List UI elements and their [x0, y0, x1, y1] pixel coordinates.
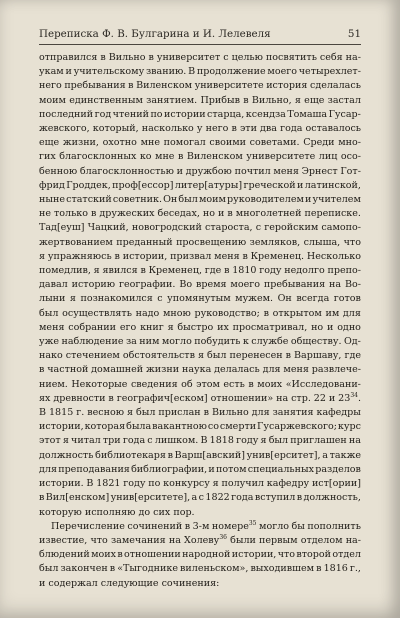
- text-line: жевского, который, насколько у него в эти два года оставалось: [39, 123, 361, 135]
- body-text: [39, 51, 361, 591]
- text-line: истории, которая была вакантною со смерти Гусаржевского; курс: [39, 421, 361, 433]
- footnote-ref: 35: [248, 519, 257, 527]
- text-line: гих благосклонных ко мне в Виленском университете лиц осо-: [39, 151, 361, 163]
- text-line: известие, что замечания на Холеву$^{36}$ были первым отделом на-: [39, 533, 361, 546]
- text-line: в Вил[енском] унив[ерситете], а с 1822 года вступил в должность,: [39, 492, 361, 504]
- footnote-ref: 34: [350, 391, 358, 399]
- text-line: которую исполняю до сих пор.: [39, 506, 195, 518]
- footnote-ref: 36: [219, 533, 227, 541]
- text-line: Тад[еуш] Чацкий, новогродский староста, с геройским самопо-: [39, 222, 361, 234]
- text-line: жертвованием преданный просвещению земляков, слыша, что: [39, 236, 361, 248]
- text-line: давал историю географии. Во время моего пребывания на Во-: [39, 279, 361, 291]
- text-line: ныне статский советник. Он был моим руководителем и учителем: [39, 194, 361, 206]
- text-line: ях древности в географич[еском] отношении» на стр. 22 и $23^{34}$.: [39, 391, 361, 404]
- running-header: [39, 28, 361, 40]
- page-number: 51: [347, 28, 361, 40]
- text-line: должность библиотекаря в Варш[авский] унив[ерситет], а также: [39, 449, 361, 461]
- text-line: в частной домашней жизни наука делалась для меня развлече-: [39, 364, 361, 376]
- running-title: Переписка Ф. В. Булгарина и И. Лелевеля: [39, 28, 271, 40]
- text-line: не только в дружеских беседах, но и в многолетней переписке.: [39, 208, 361, 220]
- text-line: В 1815 г. весною я был прислан в Вильно для занятия кафедры: [39, 407, 361, 419]
- text-line: я упражняюсь в истории, призвал меня в Кременец. Несколько: [39, 250, 361, 262]
- text-line: для преподавания библиографии, и потом специальных разделов: [39, 463, 361, 475]
- text-line: этот я читал три года с лишком. В 1818 году я был приглашен на: [39, 435, 361, 447]
- text-line: него пребывания в Виленском университете история сделалась: [39, 80, 361, 92]
- text-line: истории. В 1821 году по конкурсу я получил кафедру ист[ории]: [39, 478, 361, 490]
- text-line: был осуществлять надо мною руководство; в открытом им для: [39, 307, 361, 319]
- text-line: и содержал следующие сочинения:: [39, 577, 220, 589]
- text-line: блюдений моих в отношении народной истории, что второй отдел: [39, 549, 361, 561]
- text-line: еще жизни, охотно мне помогал своими советами. Среди мно-: [39, 137, 361, 149]
- text-line: Перечисление сочинений в 3-м номере$^{35}$ могло бы пополнить: [51, 519, 361, 532]
- text-line: бенною благосклонностью и дружбою почтил меня Эрнест Гот-: [39, 165, 361, 177]
- text-line: помедлив, я явился в Кременец, где в 1810 году недолго препо-: [39, 265, 361, 277]
- text-line: уже наблюдение за ним могло побудить к службе обществу. Од-: [39, 336, 361, 348]
- text-line: был закончен в «Тыгоднике виленьском», выходившем в 1816 г.,: [39, 563, 361, 575]
- text-line: нако стечением обстоятельств я был перенесен в Варшаву, где: [39, 350, 361, 362]
- text-line: фрид Гроддек, проф[ессор] литер[атуры] греческой и латинской,: [39, 179, 361, 191]
- text-line: отправился в Вильно в университет с целью посвятить себя на-: [39, 52, 361, 63]
- header-rule: [39, 44, 361, 45]
- text-line: нием. Некоторые сведения об этом есть в моих «Исследовани-: [39, 378, 361, 390]
- text-line: меня собрании его книг я быстро их просматривал, но и одно: [39, 321, 361, 333]
- text-line: лыни я познакомился с упомянутым мужем. Он всегда готов: [39, 293, 361, 305]
- text-line: моим единственным занятием. Прибыв в Вильно, я еще застал: [39, 94, 361, 106]
- text-line: последний год чтений по истории старца, ксендза Томаша Гусар-: [39, 108, 361, 120]
- text-line: укам и учительскому званию. В продолжение моего четырехлет-: [39, 66, 361, 78]
